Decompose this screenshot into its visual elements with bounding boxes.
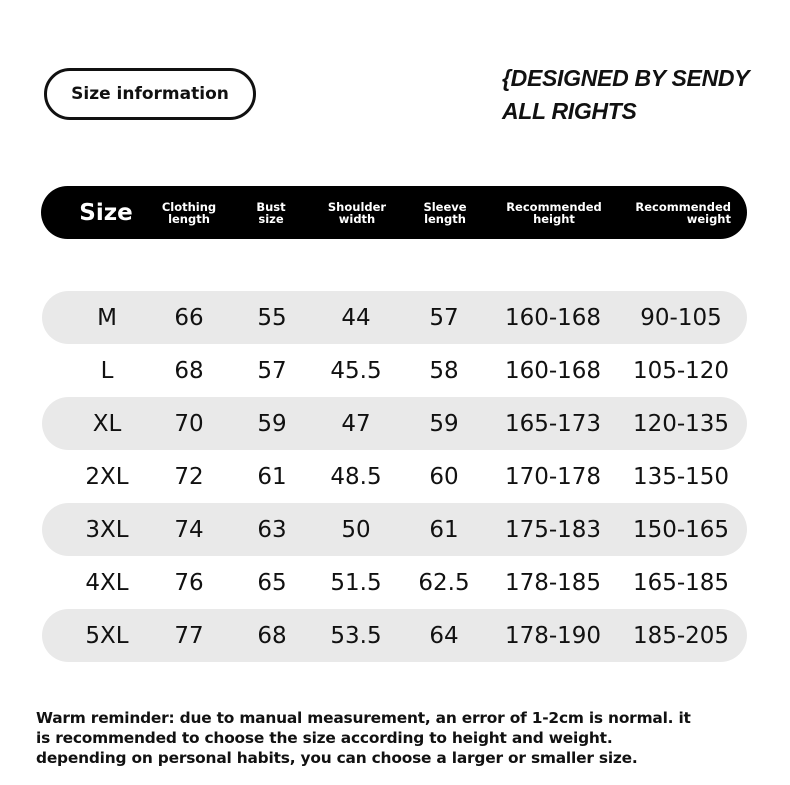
cell-bust: 63 xyxy=(257,516,287,543)
cell-shoulder: 53.5 xyxy=(330,622,382,649)
cell-bust: 57 xyxy=(257,357,287,384)
reminder-line-2: is recommended to choose the size according to height and weight. xyxy=(36,729,613,747)
header-size xyxy=(71,186,141,239)
header-label-line2: width xyxy=(338,211,376,226)
cell-clothing-length: 70 xyxy=(174,410,204,437)
header-clothing-length xyxy=(153,186,225,239)
header-recommended-height xyxy=(499,186,609,239)
size-information-badge xyxy=(44,68,256,120)
cell-size: XL xyxy=(92,410,122,437)
header-label-line2: weight xyxy=(686,211,731,226)
cell-height: 160-168 xyxy=(504,304,602,331)
warm-reminder-note xyxy=(36,708,766,768)
cell-clothing-length: 74 xyxy=(174,516,204,543)
credit-line-2: ALL RIGHTS xyxy=(502,98,637,124)
cell-weight: 165-185 xyxy=(632,569,730,596)
table-row xyxy=(42,450,747,503)
table-row xyxy=(42,609,747,662)
cell-bust: 59 xyxy=(257,410,287,437)
cell-shoulder: 50 xyxy=(341,516,371,543)
cell-weight: 185-205 xyxy=(632,622,730,649)
header-label-line2: height xyxy=(533,211,575,226)
header-label-line2: length xyxy=(168,211,210,226)
cell-height: 165-173 xyxy=(504,410,602,437)
cell-clothing-length: 77 xyxy=(174,622,204,649)
cell-weight: 150-165 xyxy=(632,516,730,543)
cell-sleeve: 64 xyxy=(429,622,459,649)
cell-clothing-length: 72 xyxy=(174,463,204,490)
cell-bust: 65 xyxy=(257,569,287,596)
header-shoulder-width xyxy=(317,186,397,239)
table-row xyxy=(42,503,747,556)
cell-bust: 61 xyxy=(257,463,287,490)
cell-size: 5XL xyxy=(85,622,129,649)
header-bust-size xyxy=(237,186,305,239)
table-row xyxy=(42,556,747,609)
table-row xyxy=(42,291,747,344)
reminder-line-1: Warm reminder: due to manual measurement, an error of 1-2cm is normal. it xyxy=(36,709,691,727)
header-size-label: Size xyxy=(79,199,133,226)
cell-height: 178-185 xyxy=(504,569,602,596)
cell-height: 178-190 xyxy=(504,622,602,649)
cell-height: 175-183 xyxy=(504,516,602,543)
cell-shoulder: 44 xyxy=(341,304,371,331)
cell-height: 170-178 xyxy=(504,463,602,490)
cell-shoulder: 45.5 xyxy=(330,357,382,384)
cell-clothing-length: 68 xyxy=(174,357,204,384)
header-label-line2: size xyxy=(258,211,284,226)
header-label-line1: Clothing xyxy=(161,199,217,214)
header-label-line1: Bust xyxy=(256,199,286,214)
size-table-body xyxy=(42,291,747,662)
cell-size: M xyxy=(97,304,117,331)
cell-clothing-length: 66 xyxy=(174,304,204,331)
table-row xyxy=(42,344,747,397)
cell-shoulder: 51.5 xyxy=(330,569,382,596)
header-label-line2: length xyxy=(424,211,466,226)
cell-clothing-length: 76 xyxy=(174,569,204,596)
cell-shoulder: 48.5 xyxy=(330,463,382,490)
header-label-line1: Sleeve xyxy=(423,199,467,214)
cell-sleeve: 60 xyxy=(429,463,459,490)
cell-sleeve: 59 xyxy=(429,410,459,437)
cell-size: 4XL xyxy=(85,569,129,596)
reminder-line-3: depending on personal habits, you can choose a larger or smaller size. xyxy=(36,749,638,767)
cell-bust: 55 xyxy=(257,304,287,331)
header-label-line1: Recommended xyxy=(635,199,731,214)
header-label-line1: Recommended xyxy=(506,199,602,214)
cell-bust: 68 xyxy=(257,622,287,649)
credit-line-1: {DESIGNED BY SENDY xyxy=(502,65,750,91)
cell-weight: 120-135 xyxy=(632,410,730,437)
header-label-line1: Shoulder xyxy=(327,199,387,214)
cell-weight: 105-120 xyxy=(632,357,730,384)
table-row xyxy=(42,397,747,450)
header-sleeve-length xyxy=(409,186,481,239)
cell-sleeve: 62.5 xyxy=(418,569,470,596)
cell-weight: 135-150 xyxy=(632,463,730,490)
cell-sleeve: 58 xyxy=(429,357,459,384)
size-table-header xyxy=(41,186,747,239)
cell-sleeve: 57 xyxy=(429,304,459,331)
header-recommended-weight xyxy=(621,186,731,239)
cell-size: 3XL xyxy=(85,516,129,543)
cell-height: 160-168 xyxy=(504,357,602,384)
cell-shoulder: 47 xyxy=(341,410,371,437)
cell-size: L xyxy=(100,357,114,384)
cell-sleeve: 61 xyxy=(429,516,459,543)
designer-credit xyxy=(502,62,782,128)
cell-size: 2XL xyxy=(85,463,129,490)
size-information-label: Size information xyxy=(71,84,229,104)
cell-weight: 90-105 xyxy=(640,304,722,331)
